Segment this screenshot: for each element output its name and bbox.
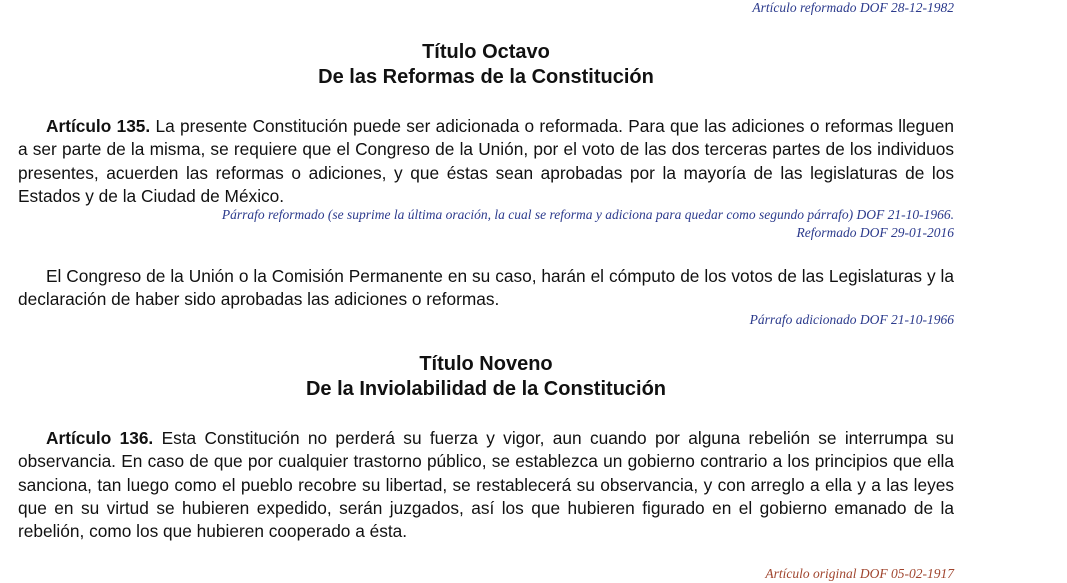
article-136-label: Artículo 136. bbox=[46, 428, 154, 448]
article-135-paragraph-1 bbox=[18, 115, 954, 208]
title-octavo: Título Octavo bbox=[422, 41, 550, 63]
article-136-paragraph bbox=[18, 427, 954, 543]
article-135-paragraph-2: El Congreso de la Unión o la Comisión Permanente en su caso, harán el cómputo de los votos de las Legislaturas y la declaración de haber sido aprobadas las adiciones o reformas. bbox=[18, 266, 954, 310]
amendment-note-135-1: Párrafo reformado (se suprime la última oración, la cual se reforma y adiciona para quedar como segundo párrafo) DOF 21-10-1966. bbox=[221, 207, 954, 222]
amendment-note-135-3: Párrafo adicionado DOF 21-10-1966 bbox=[749, 312, 954, 327]
amendment-note-top: Artículo reformado DOF 28-12-1982 bbox=[752, 0, 954, 15]
article-135-text: La presente Constitución puede ser adicionada o reformada. Para que las adiciones o reformas lleguen a ser parte de la misma, se requiere que el Congreso de la Unión, por el voto de las dos terceras partes de los individuos presentes, acuerden las reformas o adiciones, y que éstas sean aprobadas por la mayoría de las legislaturas de los Estados y de la Ciudad de México. bbox=[18, 116, 954, 206]
article-135-label: Artículo 135. bbox=[46, 116, 151, 136]
amendment-note-135-2: Reformado DOF 29-01-2016 bbox=[796, 225, 954, 240]
title-noveno-heading bbox=[18, 352, 954, 402]
amendment-note-136: Artículo original DOF 05-02-1917 bbox=[765, 566, 954, 581]
article-136-text: Esta Constitución no perderá su fuerza y vigor, aun cuando por alguna rebelión se interrumpa su observancia. En caso de que por cualquier trastorno público, se establezca un gobierno contrario a los principios que ella sanciona, tan luego como el pueblo recobre su libertad, se restablecerá su observancia, y con arreglo a ella y a las leyes que en su virtud se hubieren expedido, serán juzgados, así los que hubieren figurado en el gobierno emanado de la rebelión, como los que hubieren cooperado a ésta. bbox=[18, 428, 954, 542]
title-octavo-subtitle: De las Reformas de la Constitución bbox=[318, 66, 654, 88]
title-octavo-heading bbox=[18, 40, 954, 90]
title-noveno: Título Noveno bbox=[419, 353, 553, 375]
title-noveno-subtitle: De la Inviolabilidad de la Constitución bbox=[305, 378, 667, 400]
